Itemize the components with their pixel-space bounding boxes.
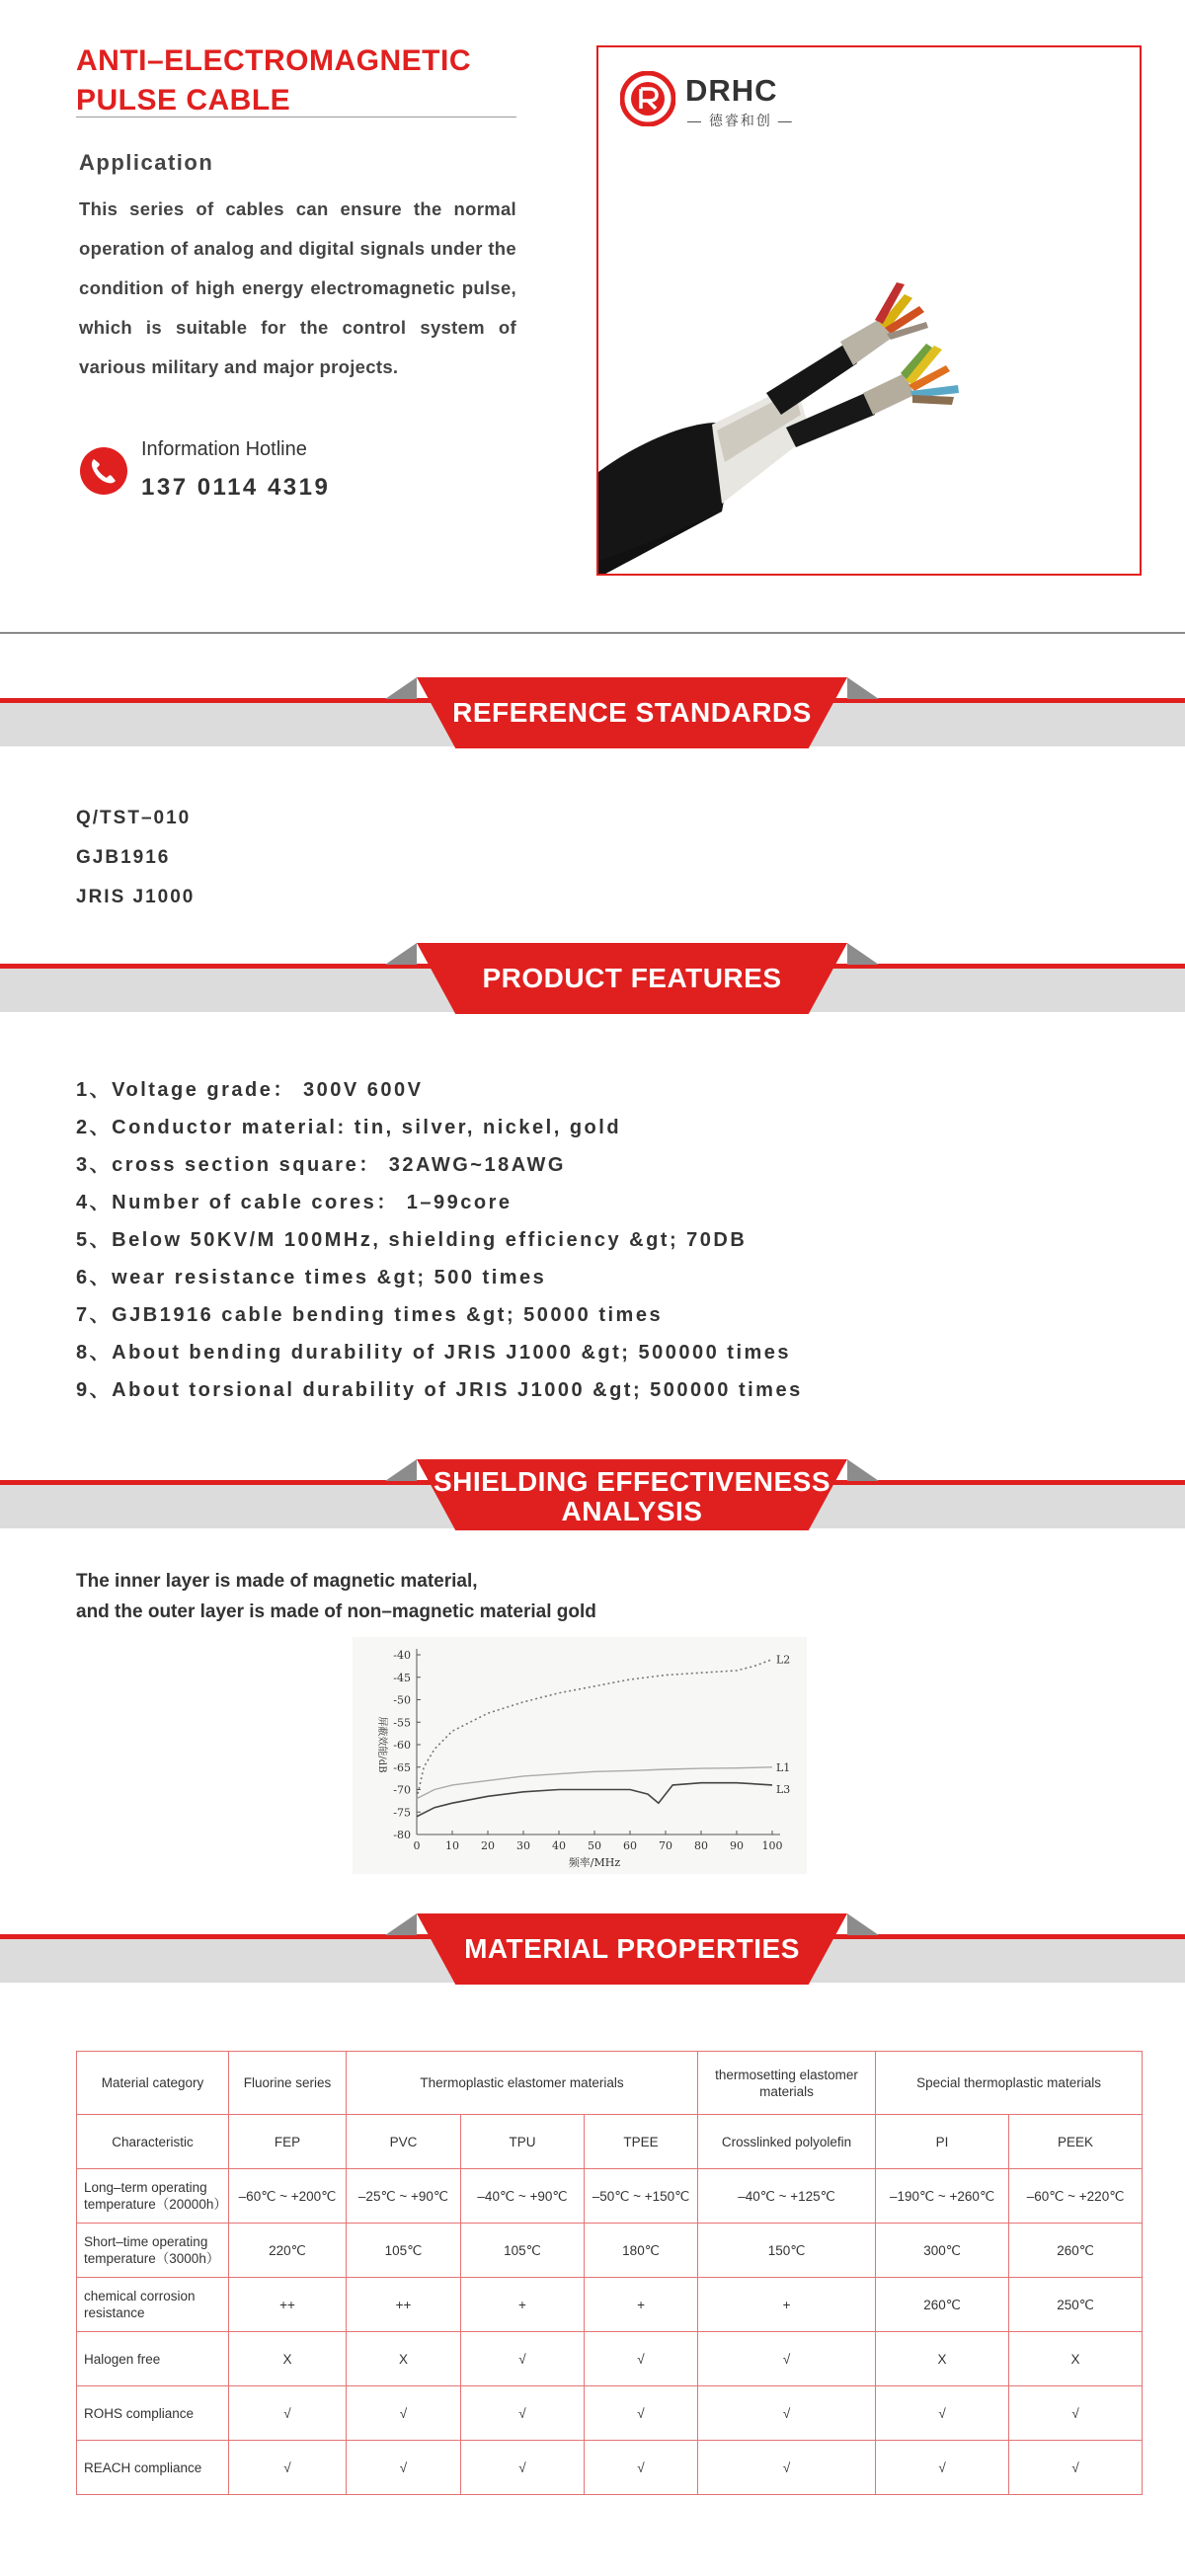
table-cell: 260℃ <box>876 2278 1009 2332</box>
x-tick-label: 0 <box>413 1839 421 1852</box>
product-image-frame <box>596 45 1142 576</box>
brand-logo-text: DRHC <box>685 73 778 108</box>
table-cell: –50℃ ~ +150℃ <box>585 2169 698 2224</box>
shielding-text-line-2: and the outer layer is made of non–magnetic material gold <box>76 1601 596 1622</box>
feature-item: 8、About bending durability of JRIS J1000 &gt; 500000 times <box>76 1342 792 1364</box>
table-cell: Thermoplastic elastomer materials <box>347 2052 698 2115</box>
x-tick-label: 90 <box>730 1839 744 1852</box>
table-cell: √ <box>229 2386 347 2441</box>
table-row <box>77 2441 1143 2495</box>
table-cell: √ <box>1009 2441 1143 2495</box>
table-cell: X <box>229 2332 347 2386</box>
table-row <box>77 2224 1143 2278</box>
table-row <box>77 2386 1143 2441</box>
title-line-2: PULSE CABLE <box>76 84 291 117</box>
y-tick-label: -75 <box>393 1806 411 1820</box>
y-tick-label: -65 <box>393 1760 411 1774</box>
table-cell: √ <box>698 2386 876 2441</box>
x-tick-label: 70 <box>659 1839 672 1852</box>
y-tick-label: -45 <box>393 1671 411 1684</box>
shielding-banner <box>0 1459 1185 1530</box>
table-cell: 150℃ <box>698 2224 876 2278</box>
table-cell: Short–time operating temperature（3000h） <box>77 2224 229 2278</box>
application-text: This series of cables can ensure the normal operation of analog and digital signals under the condition of high energy electromagnetic pulse, which is suitable for the control system of various military and major projects. <box>79 198 516 377</box>
y-axis-label: 屏蔽效能/dB <box>376 1716 387 1773</box>
table-cell: FEP <box>229 2115 347 2169</box>
brand-logo-subtitle: — 德睿和创 — <box>687 113 794 128</box>
x-tick-label: 50 <box>588 1839 601 1852</box>
table-cell: PEEK <box>1009 2115 1143 2169</box>
product-features-title: PRODUCT FEATURES <box>482 963 782 993</box>
shielding-chart <box>353 1637 807 1874</box>
table-cell: 260℃ <box>1009 2224 1143 2278</box>
table-cell: √ <box>229 2441 347 2495</box>
table-cell: Crosslinked polyolefin <box>698 2115 876 2169</box>
x-tick-label: 30 <box>516 1839 530 1852</box>
table-cell: √ <box>461 2386 585 2441</box>
table-cell: 220℃ <box>229 2224 347 2278</box>
table-cell: Fluorine series <box>229 2052 347 2115</box>
table-cell: REACH compliance <box>77 2441 229 2495</box>
table-row <box>77 2115 1143 2169</box>
table-cell: X <box>876 2332 1009 2386</box>
table-row <box>77 2278 1143 2332</box>
x-tick-label: 100 <box>761 1839 783 1852</box>
y-tick-label: -55 <box>393 1716 411 1730</box>
cable-illustration <box>598 47 1142 576</box>
table-cell: √ <box>1009 2386 1143 2441</box>
page-title <box>76 41 520 120</box>
x-axis-label: 频率/MHz <box>568 1856 621 1869</box>
table-cell: Halogen free <box>77 2332 229 2386</box>
table-cell: Long–term operating temperature（20000h） <box>77 2169 229 2224</box>
section-divider <box>0 632 1185 634</box>
table-cell: ROHS compliance <box>77 2386 229 2441</box>
table-cell: 300℃ <box>876 2224 1009 2278</box>
hotline-label: Information Hotline <box>141 438 307 460</box>
table-cell: 180℃ <box>585 2224 698 2278</box>
y-tick-label: -60 <box>393 1739 411 1752</box>
feature-item: 5、Below 50KV/M 100MHz, shielding efficiency &gt; 70DB <box>76 1229 748 1251</box>
material-properties-title: MATERIAL PROPERTIES <box>464 1933 800 1964</box>
material-properties-banner <box>0 1913 1185 1985</box>
table-cell: √ <box>585 2386 698 2441</box>
table-cell: –60℃ ~ +200℃ <box>229 2169 347 2224</box>
table-cell: TPU <box>461 2115 585 2169</box>
table-cell: chemical corrosion resistance <box>77 2278 229 2332</box>
table-cell: thermosetting elastomer materials <box>698 2052 876 2115</box>
table-cell: + <box>585 2278 698 2332</box>
table-cell: √ <box>876 2386 1009 2441</box>
feature-item: 7、GJB1916 cable bending times &gt; 50000 times <box>76 1304 664 1326</box>
table-row <box>77 2169 1143 2224</box>
table-row <box>77 2052 1143 2115</box>
table-cell: TPEE <box>585 2115 698 2169</box>
table-cell: √ <box>876 2441 1009 2495</box>
brand-logo-icon <box>620 71 675 126</box>
feature-item: 1、Voltage grade： 300V 600V <box>76 1079 424 1101</box>
table-cell: Material category <box>77 2052 229 2115</box>
y-tick-label: -50 <box>393 1693 411 1707</box>
table-cell: X <box>347 2332 461 2386</box>
table-cell: –25℃ ~ +90℃ <box>347 2169 461 2224</box>
table-cell: √ <box>698 2441 876 2495</box>
table-cell: Special thermoplastic materials <box>876 2052 1143 2115</box>
table-cell: √ <box>698 2332 876 2386</box>
table-cell: –40℃ ~ +90℃ <box>461 2169 585 2224</box>
title-line-1: ANTI–ELECTROMAGNETIC <box>76 44 471 77</box>
standard-item: Q/TST–010 <box>76 808 192 828</box>
material-properties-table <box>76 2051 1143 2495</box>
reference-standards-title: REFERENCE STANDARDS <box>452 697 812 728</box>
table-cell: √ <box>585 2332 698 2386</box>
table-cell: √ <box>347 2441 461 2495</box>
product-features-banner <box>0 943 1185 1014</box>
series-label-l1: L1 <box>776 1760 791 1774</box>
shielding-title <box>417 1461 847 1532</box>
x-tick-label: 80 <box>694 1839 708 1852</box>
application-heading: Application <box>79 150 214 175</box>
table-cell: ++ <box>229 2278 347 2332</box>
x-tick-label: 60 <box>623 1839 637 1852</box>
phone-icon <box>79 446 128 496</box>
standard-item: GJB1916 <box>76 847 171 868</box>
table-cell: –40℃ ~ +125℃ <box>698 2169 876 2224</box>
table-row <box>77 2332 1143 2386</box>
standard-item: JRIS J1000 <box>76 887 196 907</box>
table-cell: Characteristic <box>77 2115 229 2169</box>
shielding-title-line-1: SHIELDING EFFECTIVENESS <box>434 1466 830 1497</box>
feature-item: 2、Conductor material: tin, silver, nickel, gold <box>76 1117 622 1138</box>
shielding-chart-svg <box>353 1637 807 1874</box>
x-tick-label: 10 <box>445 1839 459 1852</box>
table-cell: PVC <box>347 2115 461 2169</box>
table-cell: PI <box>876 2115 1009 2169</box>
y-tick-label: -70 <box>393 1783 411 1797</box>
table-cell: √ <box>347 2386 461 2441</box>
series-label-l3: L3 <box>776 1782 791 1796</box>
feature-item: 3、cross section square： 32AWG~18AWG <box>76 1154 566 1176</box>
table-cell: √ <box>461 2332 585 2386</box>
reference-standards-banner <box>0 677 1185 748</box>
table-cell: 250℃ <box>1009 2278 1143 2332</box>
y-tick-label: -40 <box>393 1649 411 1662</box>
x-tick-label: 40 <box>552 1839 566 1852</box>
table-cell: 105℃ <box>461 2224 585 2278</box>
shielding-text-line-1: The inner layer is made of magnetic material, <box>76 1571 478 1592</box>
series-line-l3 <box>417 1783 772 1817</box>
hotline-number[interactable]: 137 0114 4319 <box>141 474 331 501</box>
shielding-title-line-2: ANALYSIS <box>561 1496 703 1526</box>
table-cell: X <box>1009 2332 1143 2386</box>
table-cell: + <box>698 2278 876 2332</box>
series-line-l2 <box>417 1660 772 1799</box>
table-cell: –190℃ ~ +260℃ <box>876 2169 1009 2224</box>
table-cell: 105℃ <box>347 2224 461 2278</box>
feature-item: 9、About torsional durability of JRIS J1000 &gt; 500000 times <box>76 1379 803 1401</box>
feature-item: 4、Number of cable cores： 1–99core <box>76 1192 513 1213</box>
y-tick-label: -80 <box>393 1829 411 1841</box>
table-cell: √ <box>585 2441 698 2495</box>
x-tick-label: 20 <box>481 1839 495 1852</box>
table-cell: –60℃ ~ +220℃ <box>1009 2169 1143 2224</box>
shielding-description <box>76 1566 596 1627</box>
table-cell: √ <box>461 2441 585 2495</box>
table-cell: ++ <box>347 2278 461 2332</box>
series-label-l2: L2 <box>776 1653 791 1667</box>
table-cell: + <box>461 2278 585 2332</box>
feature-item: 6、wear resistance times &gt; 500 times <box>76 1267 547 1288</box>
